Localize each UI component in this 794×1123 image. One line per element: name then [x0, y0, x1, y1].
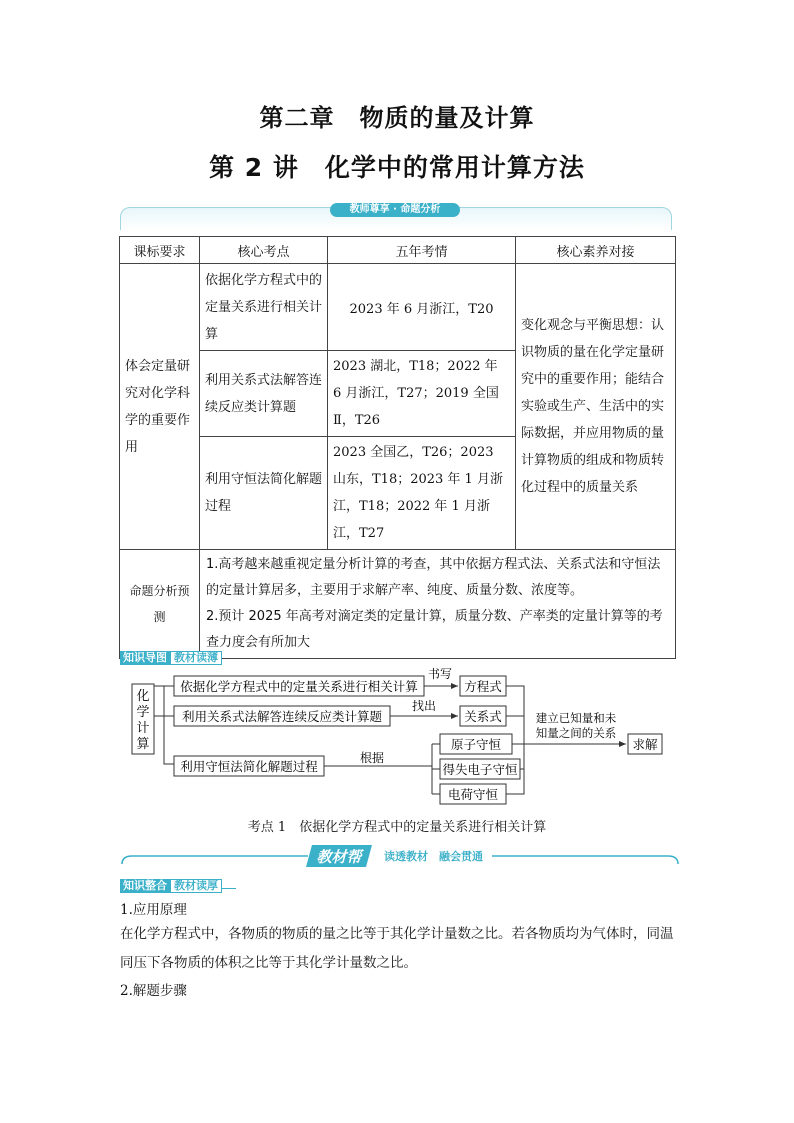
kaodian-title: 考点 1 依据化学方程式中的定量关系进行相关计算: [247, 820, 547, 835]
header-core-point: 核心考点: [200, 237, 328, 264]
section1-body: 在化学方程式中，各物质的物质的量之比等于其化学计量数之比。若各物质均为气体时，同温同压下各物质的体积之比等于其化学计量数之比。: [120, 926, 674, 971]
mindmap-tag-a: 知识导图: [120, 651, 170, 665]
literacy-cell: 变化观念与平衡思想：认识物质的量在化学定量研究中的重要作用；能结合实验或生产、生活中的实际数据，并应用物质的量计算物质的组成和物质转化过程中的质量关系: [516, 264, 676, 550]
chapter-title: 第二章 物质的量及计算: [259, 104, 535, 132]
method-label-2: 利用关系式法解答连续反应类计算题: [181, 709, 383, 724]
conservation-label-3: 电荷守恒: [447, 787, 499, 802]
relation-line-2: 知量之间的关系: [535, 726, 617, 740]
header-exam-history: 五年考情: [328, 237, 516, 264]
root-label-char: 学: [136, 705, 150, 720]
forecast-cell: [200, 550, 676, 659]
conservation-label-1: 原子守恒: [450, 737, 502, 752]
root-label-char: 化: [136, 689, 150, 704]
exam-cell: 2023 湖北，T18；2022 年 6 月浙江，T27；2019 全国Ⅱ，T26: [328, 351, 516, 437]
analysis-table: [119, 236, 676, 659]
mindmap-tag: [120, 646, 676, 664]
relation-line-1: 建立已知量和未: [535, 711, 617, 725]
core-point-cell: 利用关系式法解答连续反应类计算题: [200, 351, 328, 437]
table-row: [120, 550, 676, 659]
method-label-3: 利用守恒法简化解题过程: [180, 759, 318, 774]
section2-title: 2.解题步骤: [120, 983, 187, 999]
tool-label-2: 关系式: [464, 709, 502, 724]
forecast-line-1: 1.高考越来越重视定量分析计算的考查，其中依据方程式法、关系式法和守恒法的定量计算居多，主要用于求解产率、纯度、质量分数、浓度等。: [206, 557, 661, 598]
header-requirement: 课标要求: [120, 237, 200, 264]
verb-write: 书写: [427, 667, 453, 681]
method-label-1: 依据化学方程式中的定量关系进行相关计算: [180, 679, 418, 694]
forecast-line-2: 2.预计 2025 年高考对滴定类的定量计算，质量分数、产率类的定量计算等的考查力度会有所加大: [206, 609, 663, 650]
requirement-cell: 体会定量研究对化学科学的重要作用: [120, 264, 200, 550]
tool-label-1: 方程式: [464, 679, 502, 694]
core-point-cell: 利用守恒法简化解题过程: [200, 437, 328, 550]
header-literacy: 核心素养对接: [516, 237, 676, 264]
method-diagram: [120, 664, 680, 812]
exam-cell: 2023 年 6 月浙江，T20: [328, 264, 516, 351]
table-row: [120, 264, 676, 351]
jiaocai-banner: [120, 842, 680, 868]
teacher-banner: [120, 203, 672, 231]
root-label-char: 算: [136, 737, 150, 752]
knowledge-tag-b: 教材读厚: [170, 879, 222, 893]
solve-label: 求解: [632, 737, 658, 752]
banner-title: 教材帮: [316, 848, 362, 866]
banner-label: 教师尊享 · 命题分析: [330, 203, 460, 217]
section1-title: 1.应用原理: [120, 902, 187, 918]
exam-cell: 2023 全国乙，T26；2023 山东，T18；2023 年 1 月浙江，T18；2022 年 1 月浙江，T27: [328, 437, 516, 550]
verb-find: 找出: [411, 699, 437, 713]
table-header-row: [120, 237, 676, 264]
knowledge-tag: [120, 874, 236, 892]
root-label-char: 计: [136, 721, 150, 736]
root-label: [136, 689, 149, 752]
verb-according: 根据: [359, 751, 385, 765]
banner-left-line: [122, 856, 308, 864]
conservation-label-2: 得失电子守恒: [442, 762, 518, 777]
mindmap-tag-b: 教材读薄: [170, 651, 222, 665]
core-point-cell: 依据化学方程式中的定量关系进行相关计算: [200, 264, 328, 351]
knowledge-tag-a: 知识整合: [120, 879, 170, 893]
banner-subtitle: 读透教材 融会贯通: [384, 850, 483, 863]
lecture-title: 第 2 讲 化学中的常用计算方法: [209, 153, 585, 182]
forecast-label: 命题分析预测: [120, 550, 200, 659]
banner-right-line: [492, 856, 678, 864]
